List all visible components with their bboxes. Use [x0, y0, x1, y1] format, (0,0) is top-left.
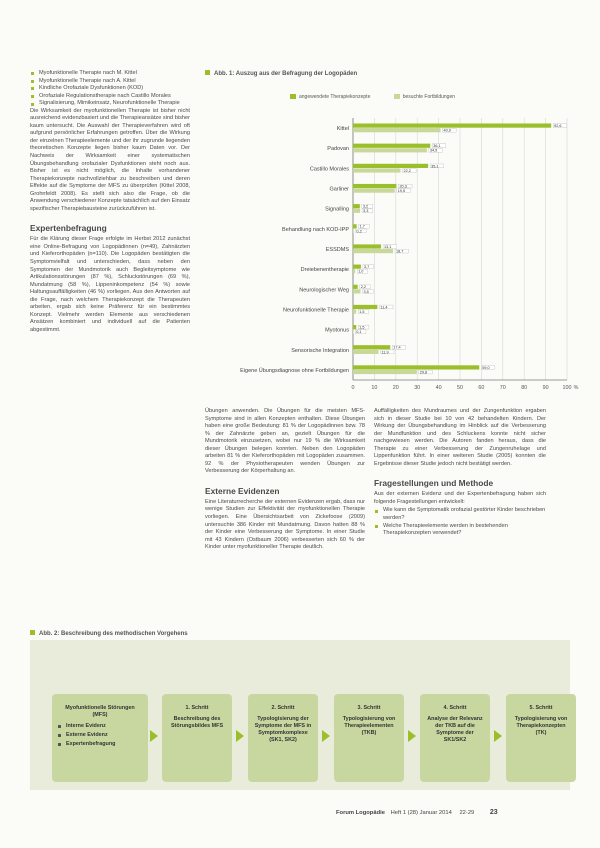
category-label: Neurofunktionelle Therapie [283, 307, 349, 314]
bullet-icon [58, 725, 61, 728]
fig2-flowchart [30, 640, 570, 790]
col2-body: Übungen anwenden. Die Übungen für die meisten MFS-Symptome sind in allen Konzepten enthalten. Diese Übungen haben eine große Bedeutung: 81 % der Logopädinnen bzw. 78 % der Zahnärzte geben an, gezielt Übungen für die Mundmotorik einzusetzen, wobei nur 19 % die Wirksamkeit dieser Übungen belegen konnten. Neben den Logopäden arbeiten 81 % der Kieferorthopäden mit Logopäden zusammen. 92 % der Physiotherapeuten wenden Übungen zur Verbesserung der Körperhaltung an. [205, 408, 365, 475]
flow-step-label: 4. Schritt [443, 705, 467, 711]
data-label: 34,5 [429, 148, 438, 153]
flow-step-text: Typologisierung von Therapieelementen (TKB) [342, 716, 396, 736]
category-label: Myotonus [325, 327, 349, 334]
data-label: 1,7 [359, 224, 365, 229]
flow-step-box [162, 694, 232, 782]
data-label: 0,2 [356, 229, 362, 234]
category-label: Signalling [325, 206, 349, 213]
legend-entry-1: angewendete Therapiekonzepte [290, 94, 370, 100]
list-item: Myofunktionelle Therapie nach M. Kittel [30, 70, 190, 78]
bar [353, 249, 393, 253]
category-label: Padovan [327, 146, 349, 153]
bar [353, 164, 428, 168]
footer-page-number: 23 [489, 809, 498, 816]
flow-arrow-icon [150, 730, 158, 742]
heading-externe-evidenzen: Externe Evidenzen [205, 485, 280, 496]
data-label: 0,1 [356, 330, 362, 335]
data-label: 40,9 [443, 128, 451, 133]
col1-body: Die Wirksamkeit der myofunktionellen Therapie ist bisher nicht ausreichend evidenzbasiert und die Therapieansätze sind bisher kaum untersucht. Die Auswahl der Therapieverfahren wird oft aufgrund persönlicher Erfahrungen getroffen. Über die Wirkung der einzelnen Therapieelemente und der ihr zugrunde liegenden theoretischen Konzepte liegen bisher kaum Daten vor. Der Nachweis der Wirksamkeit einer systematischen Übungsbehandlung orofazialer Dysfunktionen steht noch aus. Bisher ist es nicht möglich, die Inhalte vorhandener Therapiekonzepte nachvollziehbar zu beschreiben und deren Effekte auf die Symptome der MFS zu überprüfen (Kittel 2008, Grohnfeldt 2008). Es stellt sich also die Frage, ob die Anwendung verschiedener Konzepte tatsächlich auf den Einsatz spezifischer Therapiebausteine zurückzuführen ist. [30, 107, 190, 212]
caption-marker-icon [30, 630, 35, 635]
flow-box-mfs [52, 694, 148, 782]
bar [353, 168, 401, 172]
bar [353, 305, 377, 309]
x-unit-label: % [573, 385, 579, 391]
fig1-bar-chart [205, 108, 580, 398]
x-tick-label: 70 [499, 385, 506, 391]
right-column [374, 408, 546, 538]
data-label: 2,2 [360, 285, 366, 290]
data-label: 22,2 [403, 168, 411, 173]
data-label: 13,1 [384, 244, 392, 249]
data-label: 3,3 [363, 209, 369, 214]
flow-step-text: Typologisierung von Therapiekonzepten (TK) [514, 716, 568, 736]
questions-list [374, 507, 546, 537]
data-label: 18,7 [396, 249, 404, 254]
data-label: 1,5 [359, 325, 365, 330]
bar [353, 209, 360, 213]
bar [353, 144, 430, 148]
x-tick-label: 30 [414, 385, 421, 391]
flow-mfs-item: Interne Evidenz [58, 723, 148, 730]
flow-arrow-icon [322, 730, 330, 742]
bar [353, 204, 360, 208]
data-label: 1,5 [359, 309, 365, 314]
fig1-caption: Abb. 1: Auszug aus der Befragung der Logopäden [205, 70, 357, 78]
bar [353, 285, 358, 289]
bar [353, 229, 354, 233]
evidence-body: Eine Literaturrecherche der externen Evidenzen ergab, dass nur wenige Studien zur Effektivität der myofunktionellen Therapie vorliegen. Eine Übersichtsarbeit von Zickefoose (2009) untersuchte 386 Kinder mit Mundatmung. Davon hatten 88 % der Kinder eine Verbesserung der Symptome. In einer Studie mit 43 Kindern (Ostbaum 2006) verbesserten sich 60 % der Kinder unter myofunktioneller Therapie deutlich. [205, 498, 365, 551]
questions-intro: Aus der externen Evidenz und der Expertenbefragung haben sich folgende Fragestellungen entwickelt: [374, 491, 546, 505]
flow-step-label: 3. Schritt [357, 705, 381, 711]
data-label: 36,1 [433, 144, 441, 149]
data-label: 1,0 [358, 269, 364, 274]
x-tick-label: 0 [351, 385, 355, 391]
category-label: Eigene Übungsdiagnose ohne Fortbildungen [240, 367, 349, 374]
col1-bullet-list [30, 70, 190, 108]
legend-entry-2: besuchte Fortbildungen [394, 94, 455, 100]
heading-fragestellungen: Fragestellungen und Methode [374, 478, 494, 489]
data-label: 20,3 [399, 184, 407, 189]
bar [353, 345, 390, 349]
data-label: 3,5 [363, 289, 369, 294]
list-item: Signalisierung, Mimikeinsatz, Neurofunktionelle Therapie [30, 100, 190, 108]
flow-step-text: Typologisierung der Symptome der MFS in Symptomkomplexe (SK1, SK2) [254, 716, 312, 743]
expert-body: Für die Klärung dieser Frage erfolgte im Herbst 2012 zunächst eine Online-Befragung von Logopädinnen (n=49), Zahnärzten und Kieferorthopäden (n=110). Die Logopäden bestätigten die Symptomvielfalt und unterschieden, dass neben den Symptomen der Mundmotorik auch Begleitsymptome wie Artikulationsstörungen (87 %), Schluckstörungen (69 %), Mundatmung (58 %), Lippeninkompetenz (54 %) sowie Haltungsauffälligkeiten (46 %) vorliegen. Aus den Antworten auf die Frage, nach welchem Therapiekonzept die Therapeuten arbeiten, ergab sich keine Präferenz für ein bestimmtes Konzept. Vielmehr werden Elemente aus verschiedenen Ansätzen kombiniert und individuell auf die Patienten abgestimmt. [30, 236, 190, 333]
bar [353, 128, 441, 132]
footer-journal: Forum Logopädie [336, 810, 385, 816]
flow-step-text: Analyse der Relevanz der TKB auf die Symptome der SK1/SK2 [427, 716, 483, 743]
bar [353, 123, 551, 127]
bar [353, 224, 357, 228]
flow-step-box [506, 694, 576, 782]
heading-expertenbefragung: Expertenbefragung [30, 223, 107, 234]
data-label: 29,8 [419, 370, 428, 375]
flow-step-label: 2. Schritt [271, 705, 295, 711]
x-tick-label: 20 [392, 385, 399, 391]
legend-swatch-icon [394, 94, 400, 99]
bar [353, 269, 355, 273]
bar [353, 189, 395, 193]
flow-step-box [420, 694, 490, 782]
flow-arrow-icon [408, 730, 416, 742]
category-label: Garliner [329, 186, 349, 193]
data-label: 11,4 [380, 305, 388, 310]
x-tick-label: 10 [371, 385, 378, 391]
bullet-icon [58, 734, 61, 737]
bar [353, 184, 396, 188]
x-tick-label: 80 [521, 385, 528, 391]
bar [353, 148, 427, 152]
bar [353, 350, 378, 354]
bar [353, 370, 417, 374]
flow-step-box [248, 694, 318, 782]
col3-body: Auffälligkeiten des Mundraumes und der Zungenfunktion ergaben sich in dieser Studie bei 10 von 42 behandelten Kindern. Der Wirkung der Übungsbehandlung im Hinblick auf die Verbesserung der Mundfunktion und des Schluckens konnte nicht sicher nachgewiesen werden. Die Autoren fanden heraus, dass die Therapie zu einer Verbesserung der Zungenruhelage und Lippenfunktion führt. In einer weiteren Studie (2005) konnten die Ergebnisse dieser Studie jedoch nicht bestätigt werden. [374, 408, 546, 467]
fig2-caption: Abb. 2: Beschreibung des methodischen Vorgehens [30, 630, 188, 638]
list-item: Kindliche Orofaziale Dysfunktionen (KOD) [30, 85, 190, 93]
middle-column [205, 408, 365, 552]
bar [353, 289, 360, 293]
question-item: Wie kann die Symptomatik orofazial gestörter Kinder beschrieben werden? [374, 507, 546, 522]
bar [353, 325, 356, 329]
caption-marker-icon [205, 70, 210, 75]
category-label: Kittel [336, 126, 349, 133]
list-item: Myofunktionelle Therapie nach A. Kittel [30, 78, 190, 86]
flow-step-label: 5. Schritt [529, 705, 553, 711]
x-tick-label: 50 [457, 385, 463, 391]
data-label: 17,4 [393, 345, 401, 350]
category-label: Behandlung nach KOD-IPP [282, 226, 349, 233]
footer-pages: 22-29 [459, 810, 475, 816]
flow-step-text: Beschreibung des Störungsbildes MFS [170, 716, 224, 729]
data-label: 35,1 [431, 164, 439, 169]
flow-mfs-title: Myofunktionelle Störungen (MFS) [65, 705, 135, 718]
x-tick-label: 90 [542, 385, 549, 391]
footer-issue: Heft 1 (28) Januar 2014 [390, 810, 452, 816]
data-label: 19,5 [397, 189, 406, 194]
category-label: Castillo Morales [309, 166, 349, 173]
category-label: Sensorische Integration [291, 347, 349, 354]
flow-arrow-icon [494, 730, 502, 742]
list-item: Orofaziale Regulationstherapie nach Castillo Morales [30, 93, 190, 101]
bar [353, 365, 479, 369]
data-label: 3,2 [362, 204, 369, 209]
x-tick-label: 60 [478, 385, 485, 391]
flow-mfs-item: Externe Evidenz [58, 732, 148, 739]
flow-step-label: 1. Schritt [185, 705, 209, 711]
flow-mfs-item: Expertenbefragung [58, 741, 148, 748]
bar [353, 265, 361, 269]
bar [353, 309, 356, 313]
data-label: 3,7 [363, 265, 370, 270]
data-label: 59,0 [482, 365, 490, 370]
data-label: 92,6 [554, 123, 562, 128]
question-item: Welche Therapieelemente werden in bestehenden Therapiekonzepten verwendet? [374, 523, 546, 538]
flow-arrow-icon [236, 730, 244, 742]
category-label: ESSDMS [325, 247, 349, 253]
bar [353, 244, 381, 248]
x-tick-label: 40 [435, 385, 442, 391]
data-label: 11,9 [381, 350, 389, 355]
category-label: Neurologischer Weg [299, 287, 349, 294]
x-tick-label: 100 [562, 385, 572, 391]
flow-step-box [334, 694, 404, 782]
fig1-legend [290, 94, 455, 101]
legend-swatch-icon [290, 94, 296, 99]
bullet-icon [58, 743, 61, 746]
bar [353, 330, 354, 334]
left-column [30, 70, 190, 335]
category-label: Dreiebenentherapie [300, 267, 349, 274]
footer [336, 809, 556, 816]
flow-mfs-items [58, 723, 148, 748]
